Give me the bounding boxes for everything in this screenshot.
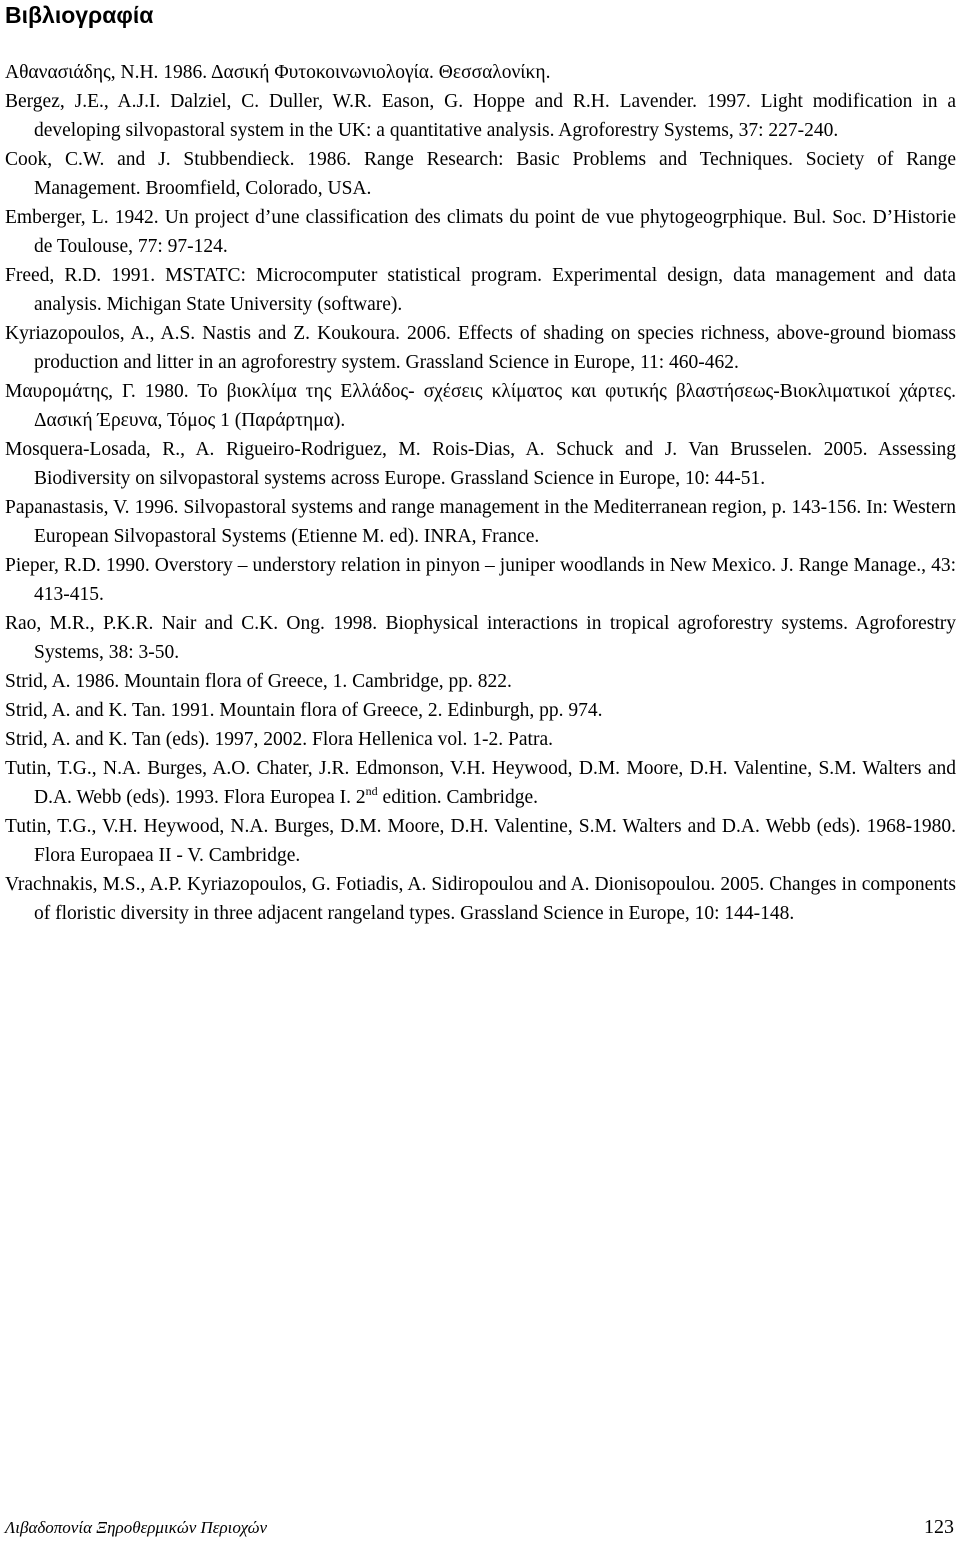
reference-item: Kyriazopoulos, A., A.S. Nastis and Z. Koukoura. 2006. Effects of shading on species richness, above-ground biomass production and litter in an agroforestry system. Grassland Science in Europe, 11: 460-462. <box>5 323 956 373</box>
reference-item: Freed, R.D. 1991. MSTATC: Microcomputer statistical program. Experimental design, data management and data analysis. Michigan State University (software). <box>5 265 956 315</box>
reference-item: Bergez, J.E., A.J.I. Dalziel, C. Duller, W.R. Eason, G. Hoppe and R.H. Lavender. 1997. Light modification in a developing silvopastoral system in the UK: a quantitative analysis. Agroforestry Systems, 37: 227-240. <box>5 91 956 141</box>
reference-item: Pieper, R.D. 1990. Overstory – understory relation in pinyon – juniper woodlands in New Mexico. J. Range Manage., 43: 413-415. <box>5 555 956 605</box>
reference-text: Tutin, T.G., N.A. Burges, A.O. Chater, J.R. Edmonson, V.H. Heywood, D.M. Moore, D.H. Valentine, S.M. Walters and D.A. Webb (eds). 1993. Flora Europea I. 2 <box>5 758 956 808</box>
reference-item: Strid, A. and K. Tan. 1991. Mountain flora of Greece, 2. Edinburgh, pp. 974. <box>5 700 603 721</box>
reference-item: Tutin, T.G., V.H. Heywood, N.A. Burges, D.M. Moore, D.H. Valentine, S.M. Walters and D.A. Webb (eds). 1968-1980. Flora Europaea II - V. Cambridge. <box>5 816 956 866</box>
reference-item: Αθανασιάδης, Ν.Η. 1986. Δασική Φυτοκοινωνιολογία. Θεσσαλονίκη. <box>5 62 551 83</box>
page-title: Βιβλιογραφία <box>5 2 154 28</box>
reference-text: edition. Cambridge. <box>377 787 538 808</box>
reference-item: Emberger, L. 1942. Un project d’une classification des climats du point de vue phytogeogrphique. Bul. Soc. D’Historie de Toulouse, 77: 97-124. <box>5 207 956 257</box>
reference-item: Strid, A. 1986. Mountain flora of Greece, 1. Cambridge, pp. 822. <box>5 671 512 692</box>
reference-item: Papanastasis, V. 1996. Silvopastoral systems and range management in the Mediterranean region, p. 143-156. In: Western European Silvopastoral Systems (Etienne M. ed). INRA, France. <box>5 497 956 547</box>
reference-item: Mosquera-Losada, R., A. Rigueiro-Rodriguez, M. Rois-Dias, A. Schuck and J. Van Brusselen. 2005. Assessing Biodiversity on silvopastoral systems across Europe. Grassland Science in Europe, 10: 44-51. <box>5 439 956 489</box>
reference-item: Vrachnakis, M.S., A.P. Kyriazopoulos, G. Fotiadis, A. Sidiropoulou and A. Dionisopoulou. 2005. Changes in components of floristic diversity in three adjacent rangeland types. Grassland Science in Europe, 10: 144-148. <box>5 874 956 924</box>
reference-item: Strid, A. and K. Tan (eds). 1997, 2002. Flora Hellenica vol. 1-2. Patra. <box>5 729 553 750</box>
reference-item: Cook, C.W. and J. Stubbendieck. 1986. Range Research: Basic Problems and Techniques. Society of Range Management. Broomfield, Colorado, USA. <box>5 149 956 199</box>
reference-item <box>5 754 956 812</box>
reference-list <box>5 58 956 928</box>
ordinal-superscript: nd <box>365 784 378 798</box>
reference-item: Rao, M.R., P.K.R. Nair and C.K. Ong. 1998. Biophysical interactions in tropical agroforestry systems. Agroforestry Systems, 38: 3-50. <box>5 613 956 663</box>
page-number: 123 <box>924 1516 954 1538</box>
reference-item: Μαυρομάτης, Γ. 1980. Το βιοκλίμα της Ελλάδος- σχέσεις κλίματος και φυτικής βλαστήσεως-Βιοκλιματικοί χάρτες. Δασική Έρευνα, Τόμος 1 (Παράρτημα). <box>5 381 956 431</box>
footer-book-title: Λιβαδοπονία Ξηροθερμικών Περιοχών <box>5 1518 268 1537</box>
